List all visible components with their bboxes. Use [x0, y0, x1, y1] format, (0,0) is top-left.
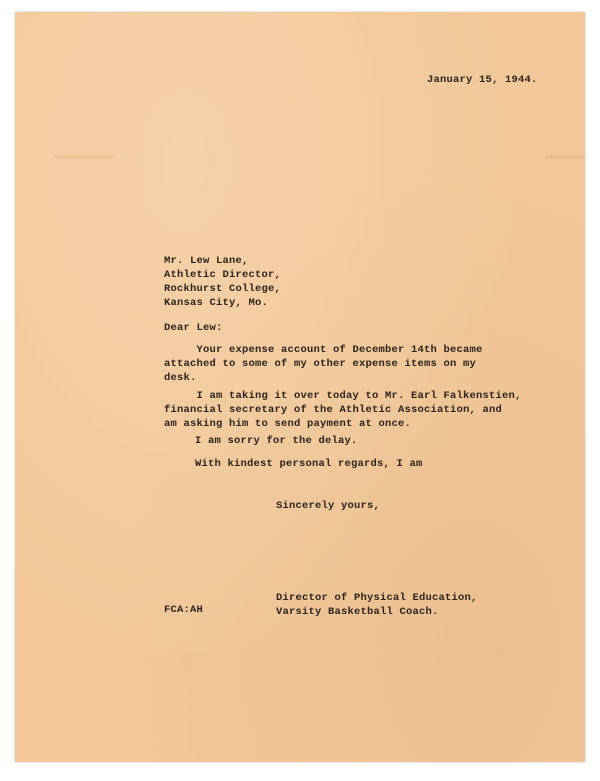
body-paragraph-3 [195, 434, 358, 448]
paragraph-line: am asking him to send payment at once. [164, 418, 412, 430]
bleed-through-mark [545, 155, 585, 159]
signature-block [276, 591, 478, 619]
signature-line: Varsity Basketball Coach. [276, 606, 439, 618]
paragraph-line: Your expense account of December 14th became [164, 344, 483, 356]
salutation: Dear Lew: [164, 322, 223, 334]
paragraph-line: financial secretary of the Athletic Association, and [164, 404, 503, 416]
paragraph-line: attached to some of my other expense items on my [164, 358, 477, 370]
letter-date: January 15, 1944. [427, 74, 538, 86]
signature-line: Director of Physical Education, [276, 592, 478, 604]
paragraph-line: desk. [164, 372, 197, 384]
body-paragraph-1 [164, 343, 483, 385]
address-line: Rockhurst College, [164, 283, 282, 295]
body-paragraph-4 [195, 457, 423, 471]
body-paragraph-2 [164, 389, 522, 431]
reference-initials: FCA:AH [164, 604, 204, 616]
paragraph-line: With kindest personal regards, I am [195, 458, 423, 470]
bleed-through-mark [55, 155, 115, 159]
paragraph-line: I am taking it over today to Mr. Earl Falkenstien, [164, 390, 522, 402]
address-line: Athletic Director, [164, 269, 282, 281]
letter-page [15, 12, 585, 762]
address-line: Kansas City, Mo. [164, 297, 269, 309]
address-line: Mr. Lew Lane, [164, 255, 249, 267]
paragraph-line: I am sorry for the delay. [195, 435, 358, 447]
recipient-address [164, 254, 281, 310]
complimentary-closing: Sincerely yours, [276, 500, 381, 512]
